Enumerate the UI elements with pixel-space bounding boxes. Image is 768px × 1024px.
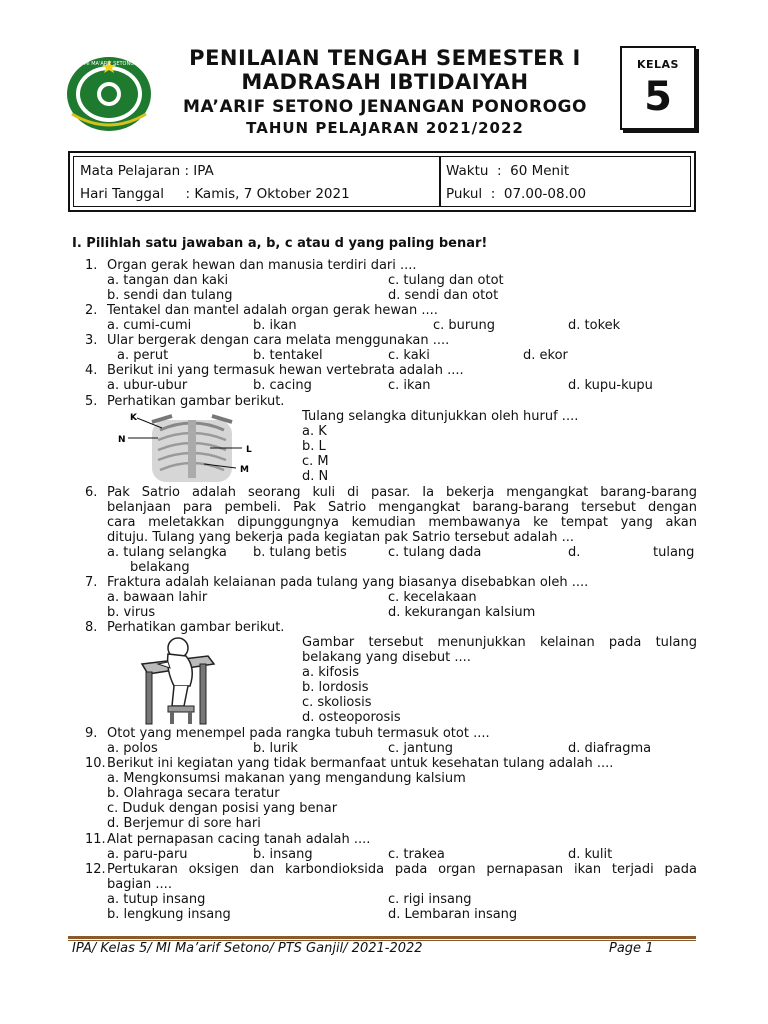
- q7-text: Fraktura adalah kelaianan pada tulang yang biasanya disebabkan oleh ....: [107, 575, 589, 590]
- school-type: MADRASAH IBTIDAIYAH: [241, 70, 529, 94]
- q1-number: 1.: [85, 258, 98, 273]
- q12-option-d: d. Lembaran insang: [388, 907, 518, 922]
- q3-option-c: c. kaki: [388, 348, 430, 363]
- q3-number: 3.: [85, 333, 98, 348]
- q9-number: 9.: [85, 726, 98, 741]
- q8-prompt-line2: belakang yang disebut ....: [302, 650, 471, 665]
- q5-option-b: b. L: [302, 439, 326, 454]
- q10-text: Berikut ini kegiatan yang tidak bermanfaat untuk kesehatan tulang adalah ....: [107, 756, 614, 771]
- logo-text: MI MA'ARIF SETONO: [83, 61, 135, 67]
- q6-line2: belanjaan para pembeli. Pak Satrio mengangkat barang-barang tersebut dengan: [107, 500, 697, 515]
- q7-number: 7.: [85, 575, 98, 590]
- q9-option-b: b. lurik: [253, 741, 298, 756]
- page-number: Page 1: [609, 941, 654, 956]
- q10-option-a: a. Mengkonsumsi makanan yang mengandung kalsium: [107, 771, 466, 786]
- q9-option-a: a. polos: [107, 741, 158, 756]
- skeleton-chest-image: [112, 408, 260, 486]
- q6-option-c: c. tulang dada: [388, 545, 482, 560]
- q6-number: 6.: [85, 485, 98, 500]
- q10-option-d: d. Berjemur di sore hari: [107, 816, 261, 831]
- q8-prompt-line1: Gambar tersebut menunjukkan kelainan pada tulang: [302, 635, 697, 650]
- q5-text: Perhatikan gambar berikut.: [107, 394, 285, 409]
- q6-line3: cara meletakkan dipunggungnya kemudian membawanya ke tempat yang akan: [107, 515, 697, 530]
- q3-option-a: a. perut: [117, 348, 169, 363]
- posture-image: [138, 634, 218, 726]
- q7-option-a: a. bawaan lahir: [107, 590, 208, 605]
- class-number: 5: [644, 74, 672, 120]
- footer-divider: [68, 936, 696, 939]
- q11-text: Alat pernapasan cacing tanah adalah ....: [107, 832, 371, 847]
- q5-prompt: Tulang selangka ditunjukkan oleh huruf ....: [302, 409, 579, 424]
- label-n: N: [118, 435, 126, 445]
- q1-option-b: b. sendi dan tulang: [107, 288, 233, 303]
- q3-option-d: d. ekor: [523, 348, 568, 363]
- q5-option-c: c. M: [302, 454, 329, 469]
- q12-option-b: b. lengkung insang: [107, 907, 231, 922]
- school-logo: [64, 54, 154, 134]
- exam-title: PENILAIAN TENGAH SEMESTER I: [189, 46, 581, 70]
- q1-option-c: c. tulang dan otot: [388, 273, 504, 288]
- section-title: I. Pilihlah satu jawaban a, b, c atau d yang paling benar!: [72, 236, 488, 251]
- subject-field: Mata Pelajaran : IPA: [80, 163, 214, 179]
- q4-number: 4.: [85, 363, 98, 378]
- q8-option-a: a. kifosis: [302, 665, 360, 680]
- q4-text: Berikut ini yang termasuk hewan vertebrata adalah ....: [107, 363, 464, 378]
- q2-option-c: c. burung: [433, 318, 495, 333]
- q8-option-c: c. skoliosis: [302, 695, 372, 710]
- q7-option-d: d. kekurangan kalsium: [388, 605, 536, 620]
- duration-field: Waktu : 60 Menit: [446, 163, 570, 179]
- q3-option-b: b. tentakel: [253, 348, 323, 363]
- q8-option-d: d. osteoporosis: [302, 710, 401, 725]
- q4-option-a: a. ubur-ubur: [107, 378, 188, 393]
- q4-option-d: d. kupu-kupu: [568, 378, 653, 393]
- q12-number: 12.: [85, 862, 106, 877]
- q9-text: Otot yang menempel pada rangka tubuh termasuk otot ....: [107, 726, 490, 741]
- q2-number: 2.: [85, 303, 98, 318]
- q6-option-d-word1: tulang: [653, 545, 695, 560]
- q11-option-a: a. paru-paru: [107, 847, 188, 862]
- class-label: KELAS: [637, 58, 679, 71]
- q2-option-d: d. tokek: [568, 318, 621, 333]
- q1-option-a: a. tangan dan kaki: [107, 273, 229, 288]
- q2-option-b: b. ikan: [253, 318, 297, 333]
- q8-option-b: b. lordosis: [302, 680, 369, 695]
- q11-number: 11.: [85, 832, 106, 847]
- date-field: Hari Tanggal : Kamis, 7 Oktober 2021: [80, 186, 350, 202]
- q6-option-d: d.: [568, 545, 581, 560]
- q6-option-a: a. tulang selangka: [107, 545, 227, 560]
- q12-option-c: c. rigi insang: [388, 892, 472, 907]
- q11-option-c: c. trakea: [388, 847, 445, 862]
- q10-number: 10.: [85, 756, 106, 771]
- class-box: [620, 46, 696, 130]
- q11-option-d: d. kulit: [568, 847, 613, 862]
- q8-text: Perhatikan gambar berikut.: [107, 620, 285, 635]
- q1-text: Organ gerak hewan dan manusia terdiri dari ....: [107, 258, 417, 273]
- q4-option-c: c. ikan: [388, 378, 431, 393]
- q4-option-b: b. cacing: [253, 378, 312, 393]
- exam-info-table: [68, 151, 696, 212]
- q12-line1: Pertukaran oksigen dan karbondioksida pada organ pernapasan ikan terjadi pada: [107, 862, 697, 877]
- time-field: Pukul : 07.00-08.00: [446, 186, 587, 202]
- q7-option-c: c. kecelakaan: [388, 590, 477, 605]
- q7-option-b: b. virus: [107, 605, 156, 620]
- q9-option-d: d. diafragma: [568, 741, 652, 756]
- q5-option-a: a. K: [302, 424, 327, 439]
- q2-option-a: a. cumi-cumi: [107, 318, 192, 333]
- school-name: MA’ARIF SETONO JENANGAN PONOROGO: [183, 97, 587, 117]
- q2-text: Tentakel dan mantel adalah organ gerak hewan ....: [107, 303, 438, 318]
- q3-text: Ular bergerak dengan cara melata menggunakan ....: [107, 333, 450, 348]
- label-k: K: [130, 413, 137, 423]
- q10-option-c: c. Duduk dengan posisi yang benar: [107, 801, 338, 816]
- q12-option-a: a. tutup insang: [107, 892, 206, 907]
- q12-line2: bagian ....: [107, 877, 172, 892]
- q8-number: 8.: [85, 620, 98, 635]
- q5-option-d: d. N: [302, 469, 329, 484]
- q6-line1: Pak Satrio adalah seorang kuli di pasar. Ia bekerja mengangkat barang-barang: [107, 485, 697, 500]
- header-title-block: [160, 46, 610, 138]
- q9-option-c: c. jantung: [388, 741, 454, 756]
- label-l: L: [246, 445, 252, 455]
- q10-option-b: b. Olahraga secara teratur: [107, 786, 280, 801]
- q6-option-b: b. tulang betis: [253, 545, 347, 560]
- label-m: M: [240, 465, 249, 475]
- q6-line4: dituju. Tulang yang bekerja pada kegiatan pak Satrio tersebut adalah ...: [107, 530, 574, 545]
- academic-year: TAHUN PELAJARAN 2021/2022: [246, 119, 524, 137]
- q5-number: 5.: [85, 394, 98, 409]
- q6-option-d-word2: belakang: [130, 560, 190, 575]
- q1-option-d: d. sendi dan otot: [388, 288, 499, 303]
- q11-option-b: b. insang: [253, 847, 313, 862]
- footer-info: IPA/ Kelas 5/ MI Ma’arif Setono/ PTS Ganjil/ 2021-2022: [72, 941, 423, 956]
